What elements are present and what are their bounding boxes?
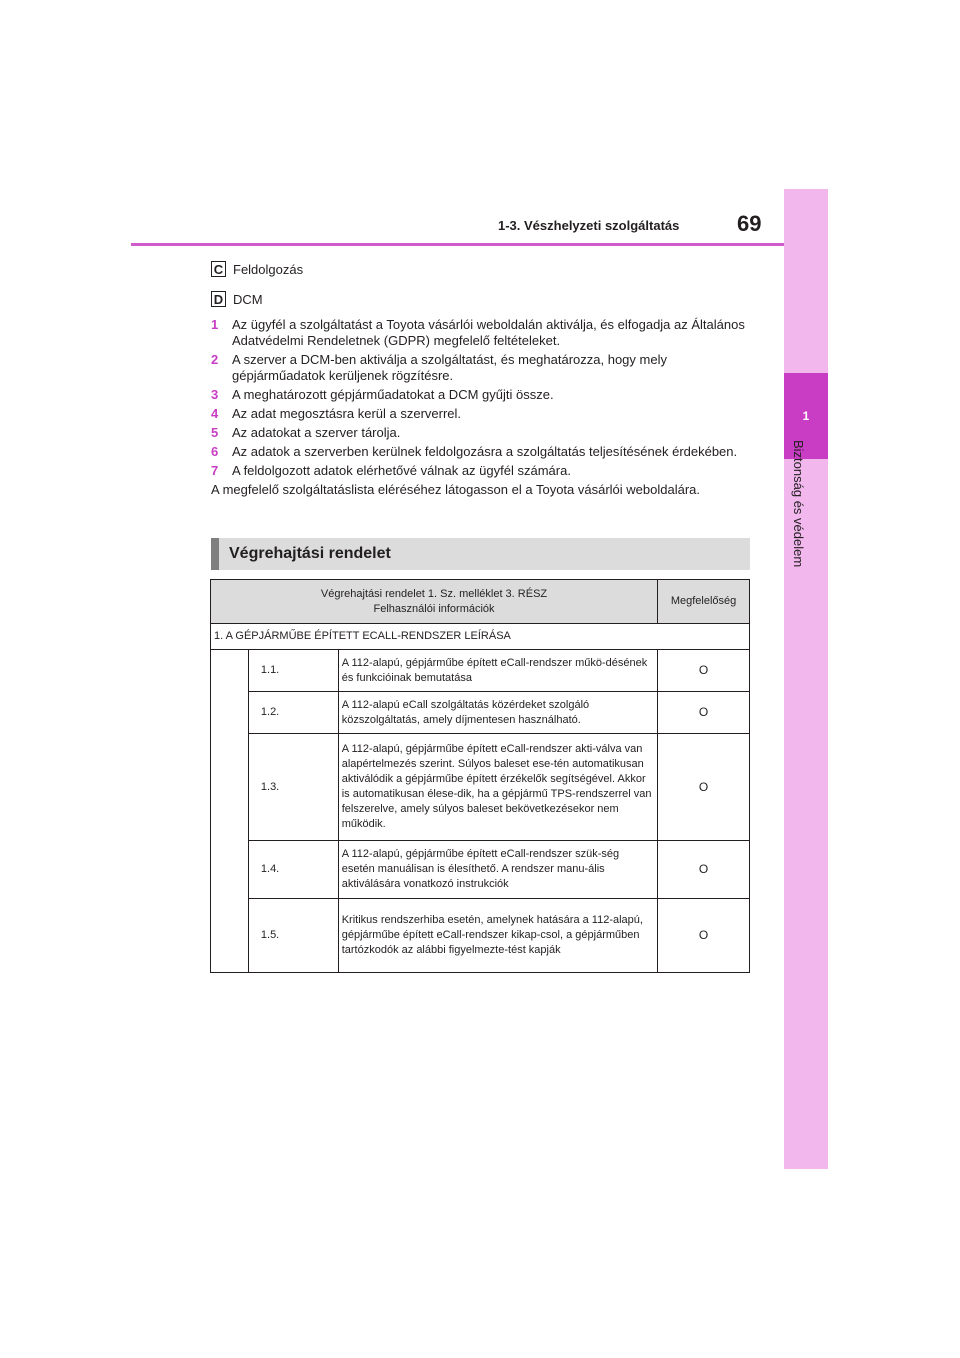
step-number: 4: [211, 406, 219, 421]
step-item: [211, 463, 751, 479]
step-number: 2: [211, 352, 219, 367]
row-compliance: O: [658, 734, 750, 841]
step-item: [211, 406, 751, 422]
label-d: [211, 291, 263, 307]
header-line-2: Felhasználói információk: [373, 602, 495, 615]
table-header-row: [211, 580, 750, 624]
row-number: 1.2.: [248, 692, 338, 734]
step-number: 5: [211, 425, 219, 440]
row-number: 1.5.: [248, 899, 338, 973]
row-description: A 112-alapú, gépjárműbe épített eCall-rendszer szük-ség esetén manuálisan is élesíthető. A rendszer manu-ális aktiválására vonatkozó instrukciók: [338, 841, 657, 899]
step-number: 7: [211, 463, 219, 478]
step-number: 6: [211, 444, 219, 459]
step-list: [211, 317, 751, 498]
label-text: Feldolgozás: [233, 261, 304, 277]
table-group-title: 1. A GÉPJÁRMŰBE ÉPÍTETT ECALL-RENDSZER LEÍRÁSA: [211, 624, 750, 650]
table-header-compliance: Megfelelőség: [658, 580, 750, 624]
step-number: 1: [211, 317, 219, 332]
regulation-table: [210, 579, 750, 973]
step-text: Az ügyfél a szolgáltatást a Toyota vásárlói weboldalán aktiválja, és elfogadja az Általános Adatvédelmi Rendeletnek (GDPR) megfelelő feltételeket.: [232, 317, 745, 348]
step-text: A szerver a DCM-ben aktiválja a szolgáltatást, és meghatározza, hogy mely gépjárműadatok kerüljenek rögzítésre.: [232, 352, 667, 383]
table-indent-cell: [211, 650, 249, 973]
chapter-number: 1: [784, 373, 828, 459]
step-item: [211, 444, 751, 460]
table-row: [211, 899, 750, 973]
step-text: A meghatározott gépjárműadatokat a DCM gyűjti össze.: [232, 387, 554, 402]
row-description: Kritikus rendszerhiba esetén, amelynek hatására a 112-alapú, gépjárműbe épített eCall-rendszer kikap-csol, a gépjárműben tartózkodók az alábbi figyelmezte-tést kapják: [338, 899, 657, 973]
table-header-info: [211, 580, 658, 624]
step-text: Az adatokat a szerver tárolja.: [232, 425, 401, 440]
table-row: [211, 734, 750, 841]
row-description: A 112-alapú, gépjárműbe épített eCall-rendszer akti-válva van alapértelmezés szerint. Súlyos baleset ese-tén automatikusan aktiválódik a gépjárműbe épített érzékelők segítségével. Akkor is automatikusan élese-dik, ha a gépjármű TPS-rendszerrel van felszerelve, amely súlyos baleset bekövetkezésekor nem működik.: [338, 734, 657, 841]
section-heading-text: Végrehajtási rendelet: [229, 545, 391, 562]
page-number: 69: [737, 211, 762, 236]
table-row: [211, 650, 750, 692]
header-line-1: Végrehajtási rendelet 1. Sz. melléklet 3. RÉSZ: [320, 587, 548, 600]
row-compliance: O: [658, 841, 750, 899]
step-text: A feldolgozott adatok elérhetővé válnak az ügyfél számára.: [232, 463, 571, 478]
table-row: [211, 692, 750, 734]
chapter-side-tab: [784, 189, 828, 1169]
section-heading: [211, 538, 750, 570]
table-row: [211, 841, 750, 899]
step-text: Az adat megosztásra kerül a szerverrel.: [232, 406, 462, 421]
label-c: [211, 261, 303, 277]
step-text: Az adatok a szerverben kerülnek feldolgozásra a szolgáltatás teljesítésének érdekében.: [232, 444, 738, 459]
row-compliance: O: [658, 692, 750, 734]
step-item: [211, 352, 751, 384]
row-compliance: O: [658, 899, 750, 973]
chapter-label: Biztonság és védelem: [791, 440, 806, 568]
row-number: 1.4.: [248, 841, 338, 899]
section-title: 1-3. Vészhelyzeti szolgáltatás: [498, 218, 680, 233]
step-number: 3: [211, 387, 219, 402]
row-compliance: O: [658, 650, 750, 692]
step-item: [211, 387, 751, 403]
label-letter-box: D: [211, 291, 226, 307]
closing-paragraph: A megfelelő szolgáltatáslista eléréséhez látogasson el a Toyota vásárlói weboldalára.: [211, 482, 700, 497]
label-letter-box: C: [211, 261, 226, 277]
header-divider: [131, 243, 784, 246]
heading-accent-bar: [211, 538, 219, 570]
step-item: [211, 317, 751, 349]
label-text: DCM: [233, 291, 263, 307]
table-group-row: [211, 624, 750, 650]
row-description: A 112-alapú, gépjárműbe épített eCall-rendszer műkö-désének és funkcióinak bemutatása: [338, 650, 657, 692]
row-number: 1.3.: [248, 734, 338, 841]
row-description: A 112-alapú eCall szolgáltatás közérdeket szolgáló közszolgáltatás, amely díjmentesen használható.: [338, 692, 657, 734]
row-number: 1.1.: [248, 650, 338, 692]
step-item: [211, 425, 751, 441]
